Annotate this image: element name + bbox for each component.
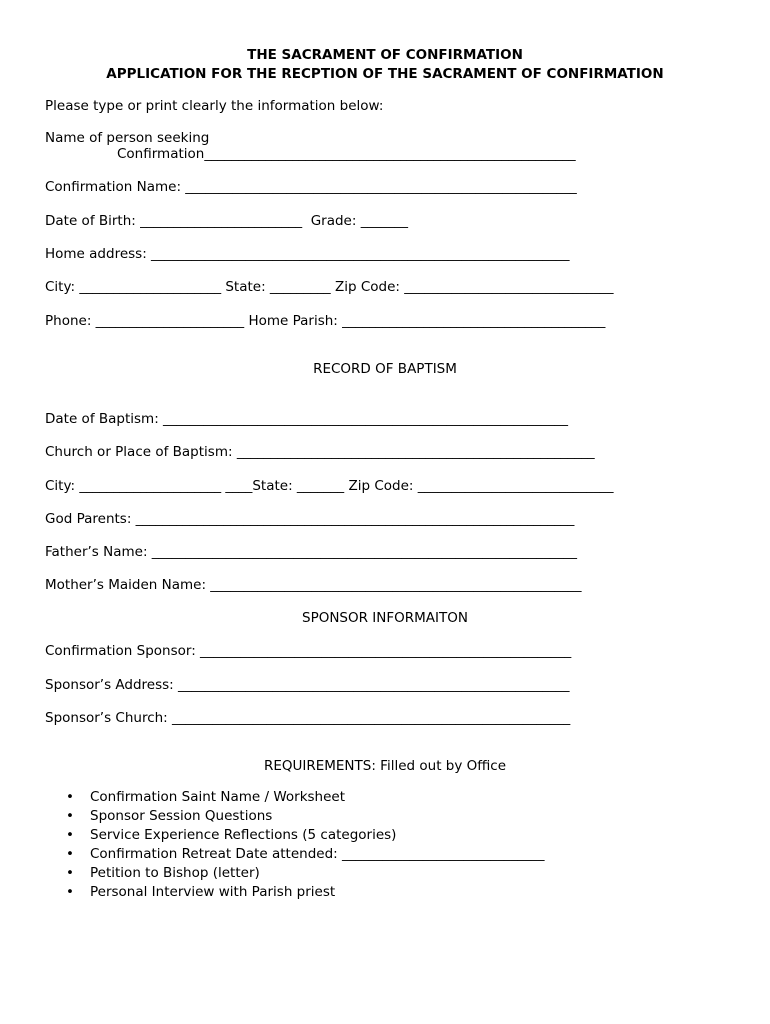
applicant-name-field[interactable]: Confirmation_______________________________________________________ bbox=[117, 146, 576, 162]
sponsor-heading: SPONSOR INFORMAITON bbox=[302, 610, 468, 626]
requirement-item bbox=[66, 788, 346, 807]
bullet-icon: • bbox=[66, 865, 74, 881]
baptism-city-state-zip-field[interactable]: City: _____________________ ____State: _______ Zip Code: _____________________________ bbox=[45, 478, 614, 494]
applicant-city-state-zip-field[interactable]: City: _____________________ State: _________ Zip Code: _______________________________ bbox=[45, 279, 614, 295]
requirement-item bbox=[66, 864, 260, 883]
bullet-icon: • bbox=[66, 808, 74, 824]
sponsor-name-field[interactable]: Confirmation Sponsor: _______________________________________________________ bbox=[45, 643, 572, 659]
requirement-text: Petition to Bishop (letter) bbox=[90, 865, 260, 881]
applicant-name-label: Name of person seeking bbox=[45, 130, 210, 146]
requirement-item bbox=[66, 883, 336, 902]
requirement-text: Sponsor Session Questions bbox=[90, 808, 273, 824]
phone-parish-field[interactable]: Phone: ______________________ Home Parish: _______________________________________ bbox=[45, 313, 606, 329]
bullet-icon: • bbox=[66, 846, 74, 862]
retreat-date-field[interactable]: Confirmation Retreat Date attended: ______________________________ bbox=[90, 846, 545, 862]
document-subtitle: APPLICATION FOR THE RECPTION OF THE SACRAMENT OF CONFIRMATION bbox=[106, 66, 664, 82]
baptism-heading: RECORD OF BAPTISM bbox=[313, 361, 457, 377]
baptism-date-field[interactable]: Date of Baptism: ____________________________________________________________ bbox=[45, 411, 569, 427]
requirements-heading: REQUIREMENTS: Filled out by Office bbox=[263, 758, 507, 774]
bullet-icon: • bbox=[66, 789, 74, 805]
sponsor-address-field[interactable]: Sponsor’s Address: __________________________________________________________ bbox=[45, 677, 570, 693]
instructions-text: Please type or print clearly the information below: bbox=[45, 98, 384, 114]
requirement-item bbox=[66, 826, 397, 845]
confirmation-name-field[interactable]: Confirmation Name: __________________________________________________________ bbox=[45, 179, 577, 195]
requirement-text: Personal Interview with Parish priest bbox=[90, 884, 336, 900]
bullet-icon: • bbox=[66, 827, 74, 843]
father-name-field[interactable]: Father’s Name: _______________________________________________________________ bbox=[45, 544, 578, 560]
requirements-list bbox=[66, 788, 545, 902]
requirement-item bbox=[66, 845, 545, 864]
mother-maiden-name-field[interactable]: Mother’s Maiden Name: _______________________________________________________ bbox=[45, 577, 582, 593]
document-title: THE SACRAMENT OF CONFIRMATION bbox=[247, 47, 523, 63]
home-address-field[interactable]: Home address: ______________________________________________________________ bbox=[45, 246, 570, 262]
godparents-field[interactable]: God Parents: _________________________________________________________________ bbox=[45, 511, 575, 527]
requirement-item bbox=[66, 807, 273, 826]
requirement-text: Confirmation Saint Name / Worksheet bbox=[90, 789, 346, 805]
dob-grade-field[interactable]: Date of Birth: ________________________ Grade: _______ bbox=[45, 213, 408, 229]
bullet-icon: • bbox=[66, 884, 74, 900]
baptism-church-field[interactable]: Church or Place of Baptism: _____________________________________________________ bbox=[45, 444, 595, 460]
sponsor-church-field[interactable]: Sponsor’s Church: ___________________________________________________________ bbox=[45, 710, 571, 726]
requirement-text: Service Experience Reflections (5 categories) bbox=[90, 827, 397, 843]
